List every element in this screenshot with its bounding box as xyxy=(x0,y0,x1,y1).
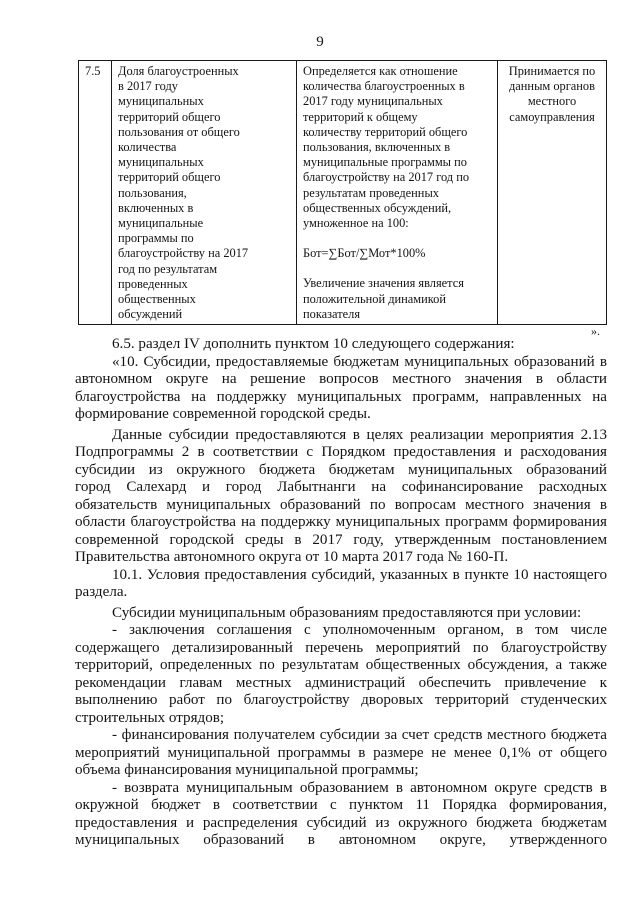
calculation-line: результатам проведенных xyxy=(303,185,439,200)
calculation-line: Определяется как отношение xyxy=(303,64,458,78)
text-line: современной городской среды в 2017 году, утвержденным постановлением xyxy=(75,531,607,548)
paragraph-amendment xyxy=(75,336,607,354)
page-number: 9 xyxy=(316,34,324,50)
indicator-line: территорий общего xyxy=(118,170,221,185)
source-line: данным органов xyxy=(509,79,595,94)
paragraph-conditions xyxy=(75,605,607,623)
text-line: раздела. xyxy=(75,584,128,600)
text-line: город Салехард и город Лабытнанги на софинансирование расходных xyxy=(75,479,607,495)
text-line: автономном округе на решение вопросов местного значения в области xyxy=(75,371,607,387)
text-line: - финансирования получателем субсидии за счет средств местного бюджета xyxy=(112,727,607,743)
text-line: 10.1. Условия предоставления субсидий, указанных в пункте 10 настоящего xyxy=(112,566,607,583)
calculation-line: показателя xyxy=(303,306,361,321)
indicator-line: программы по xyxy=(118,231,194,246)
table-cell-indicator-name xyxy=(112,61,297,325)
text-line: Данные субсидии предоставляются в целях реализации мероприятия 2.13 xyxy=(112,426,607,443)
calculation-line: количеству территорий общего xyxy=(303,124,468,139)
spacer xyxy=(303,231,491,246)
text-line: мероприятий муниципальной программы в размере не менее 0,1% от общего xyxy=(75,744,607,761)
table-cell-row-number: 7.5 xyxy=(79,61,112,325)
indicator-line: муниципальных xyxy=(118,155,204,170)
paragraph-subsidies xyxy=(75,427,607,567)
text-line: окружной бюджет в соответствии с пунктом 11 Порядка формирования, xyxy=(75,797,607,813)
indicator-line: благоустройству на 2017 xyxy=(118,246,249,261)
text-line: муниципальных образований в автономном округе, утвержденного xyxy=(75,832,607,848)
indicator-line: пользования, xyxy=(118,185,187,200)
source-line: Принимается по xyxy=(508,64,596,78)
indicator-line: обсуждений xyxy=(118,307,183,322)
text-line: Правительства автономного округа от 10 марта 2017 года № 160-П. xyxy=(75,549,509,565)
indicator-line: год по результатам xyxy=(118,261,218,276)
indicator-line: муниципальных xyxy=(118,94,204,109)
indicator-line: пользования от общего xyxy=(118,124,240,139)
document-body xyxy=(75,336,607,850)
paragraph-item-10 xyxy=(75,354,607,424)
text-line: объема финансирования муниципальной программы; xyxy=(75,762,419,778)
text-line: предоставления и распределения субсидий из окружного бюджета бюджетам xyxy=(75,814,607,831)
text-line: «10. Субсидии, предоставляемые бюджетам муниципальных образований в xyxy=(112,353,607,370)
spacer xyxy=(303,261,491,276)
text-line: - возврата муниципальным образованием в автономном округе средств в xyxy=(112,779,607,796)
text-line: выполнению работ по благоустройству дворовых территорий студенческих xyxy=(75,692,607,708)
calculation-line: территорий к общему xyxy=(303,109,418,124)
calculation-line: 2017 году муниципальных xyxy=(303,94,443,109)
text-line: 6.5. раздел IV дополнить пунктом 10 следующего содержания: xyxy=(112,336,515,352)
source-line: самоуправления xyxy=(509,109,595,124)
indicator-line: территорий общего xyxy=(118,109,221,124)
calculation-line: общественных обсуждений, xyxy=(303,200,452,215)
paragraph-item-10-1 xyxy=(75,567,607,602)
indicator-line: муниципальные xyxy=(118,216,204,231)
calculation-line: пользования, включенных в xyxy=(303,140,451,155)
table-row xyxy=(79,61,607,325)
text-line: Подпрограммы 2 в соответствии с Порядком предоставления и расходования xyxy=(75,444,607,460)
calculation-line: Увеличение значения является xyxy=(303,276,464,291)
indicator-line: включенных в xyxy=(118,200,194,215)
table-cell-data-source xyxy=(498,61,607,325)
calculation-line: количества благоустроенных в xyxy=(303,79,465,94)
text-line: территорий, определенных по результатам общественных обсуждения, а также xyxy=(75,657,607,673)
text-line: формирование современной городской среды. xyxy=(75,406,371,422)
calculation-line: благоустройству на 2017 год по xyxy=(303,170,470,185)
indicator-line: общественных xyxy=(118,292,196,307)
text-line: области благоустройства на поддержку муниципальных программ формирования xyxy=(75,514,607,530)
text-line: обязательств муниципальных образований по вопросам местного значения в xyxy=(75,496,607,513)
indicator-line: Доля благоустроенных xyxy=(118,64,239,78)
calculation-line: умноженное на 100: xyxy=(303,216,409,231)
table-cell-calculation xyxy=(297,61,498,325)
text-line: строительных отрядов; xyxy=(75,709,225,726)
text-line: благоустройства на поддержку муниципальных программ, направленных на xyxy=(75,388,607,405)
text-line: - заключения соглашения с уполномоченным органом, в том числе xyxy=(112,622,607,638)
indicator-line: в 2017 году xyxy=(118,79,178,94)
source-line: местного xyxy=(527,94,577,109)
text-line: рекомендации главам местных администраций обеспечить привлечение к xyxy=(75,674,607,691)
paragraph-condition-financing xyxy=(75,727,607,780)
calculation-line: положительной динамикой xyxy=(303,291,446,306)
indicator-line: количества xyxy=(118,140,177,155)
text-line: содержащего детализированный перечень мероприятий по благоустройству xyxy=(75,639,607,656)
closing-quote: ». xyxy=(591,324,600,338)
text-line: субсидии из окружного бюджета бюджетам муниципальных образований xyxy=(75,461,607,478)
indicator-table xyxy=(78,60,607,325)
paragraph-condition-return xyxy=(75,780,607,850)
formula: Бот=∑Бот/∑Мот*100% xyxy=(303,246,426,261)
text-line: Субсидии муниципальным образованиям предоставляются при условии: xyxy=(112,604,582,621)
calculation-line: муниципальные программы по xyxy=(303,155,467,170)
indicator-line: проведенных xyxy=(118,276,188,291)
paragraph-condition-agreement xyxy=(75,622,607,727)
